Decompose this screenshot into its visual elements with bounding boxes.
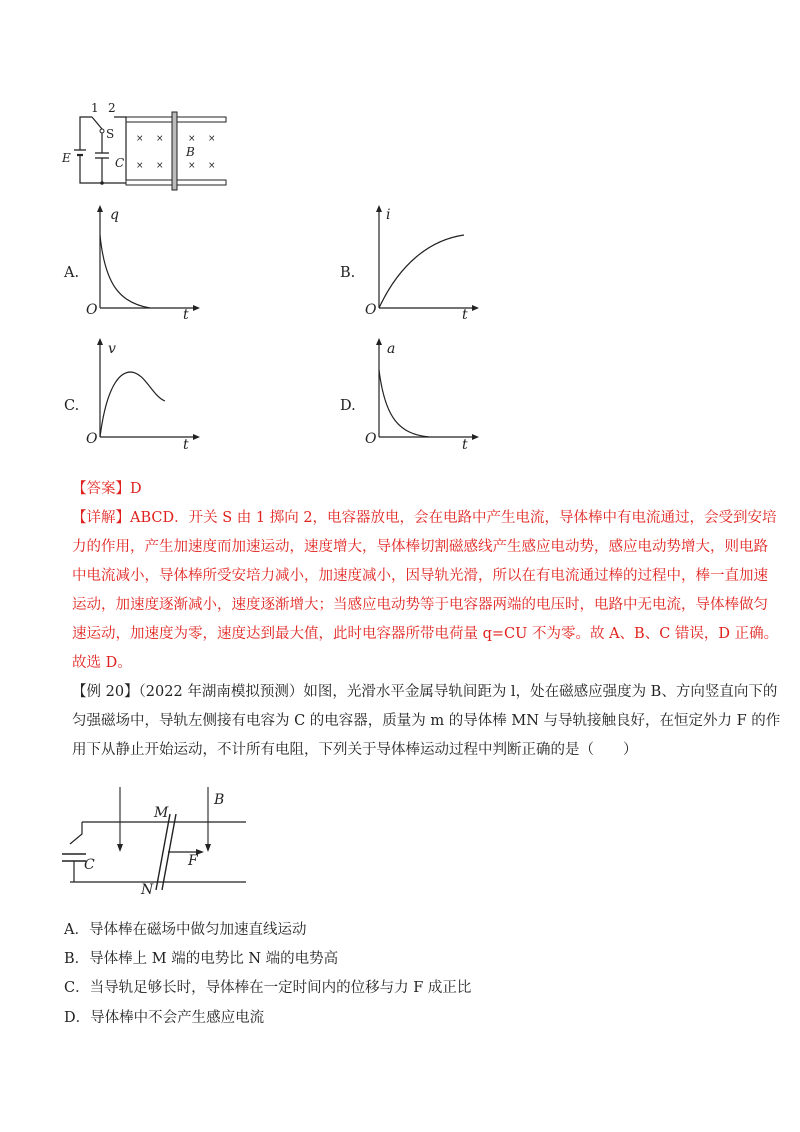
example-20-line-1: 【例 20】（2022 年湖南模拟预测）如图，光滑水平金属导轨间距为 l，处在磁感应强度为 B、方向竖直向下的: [72, 684, 778, 700]
battery-label: E: [62, 151, 71, 165]
graph-a-origin: O: [86, 302, 98, 318]
rod-end-n-label: N: [141, 882, 154, 898]
svg-text:×: ×: [136, 134, 144, 144]
switch-position-2: 2: [108, 101, 116, 115]
rod-end-m-label: M: [154, 805, 169, 821]
svg-text:×: ×: [188, 134, 196, 144]
graph-b-xlabel: t: [462, 307, 468, 323]
graph-d: [369, 338, 479, 450]
graph-d-ylabel: a: [387, 341, 396, 357]
option-a: A．导体棒在磁场中做匀加速直线运动: [64, 922, 307, 938]
svg-text:×: ×: [156, 134, 164, 144]
option-c-label: C.: [64, 398, 80, 414]
svg-text:×: ×: [156, 161, 164, 171]
explanation-line-5: 速运动，加速度为零，速度达到最大值，此时电容器所带电荷量 q=CU 不为零。故 A、B、C 错误，D 正确。: [72, 626, 779, 642]
graph-c-ylabel: v: [108, 341, 116, 357]
circuit-diagram-2: [60, 782, 260, 902]
capacitor-label: C: [115, 156, 125, 170]
explanation-line-4: 运动，加速度逐渐减小，速度逐渐增大；当感应电动势等于电容器两端的电压时，电路中无电流，导体棒做匀: [72, 597, 768, 613]
graph-b-ylabel: i: [386, 207, 391, 223]
example-20-line-2: 匀强磁场中，导轨左侧接有电容为 C 的电容器，质量为 m 的导体棒 MN 与导轨接触良好，在恒定外力 F 的作: [72, 713, 781, 729]
switch-label: S: [106, 127, 115, 141]
option-d: D．导体棒中不会产生感应电流: [64, 1010, 265, 1026]
answer-line: [72, 479, 142, 499]
field-label: B: [186, 145, 195, 159]
answer-value: D: [130, 481, 142, 497]
svg-text:×: ×: [208, 134, 216, 144]
graph-b-origin: O: [365, 302, 377, 318]
option-b-label: B.: [340, 265, 356, 281]
explanation-line-6: 故选 D。: [72, 655, 132, 671]
field-b-label: B: [214, 792, 225, 808]
svg-text:×: ×: [136, 161, 144, 171]
graph-c: [90, 338, 200, 450]
graph-d-origin: O: [365, 431, 377, 447]
option-b: B．导体棒上 M 端的电势比 N 端的电势高: [64, 951, 339, 967]
force-f-label: F: [188, 853, 198, 869]
answer-prefix: 【答案】: [72, 481, 130, 497]
graph-a-xlabel: t: [183, 307, 189, 323]
circuit-diagram-1: [60, 95, 240, 195]
graph-c-origin: O: [86, 431, 98, 447]
switch-position-1: 1: [91, 101, 99, 115]
svg-text:×: ×: [208, 161, 216, 171]
explanation-line-3: 中电流减小，导体棒所受安培力减小，加速度减小，因导轨光滑，所以在有电流通过棒的过程中，棒一直加速: [72, 568, 768, 584]
graph-c-xlabel: t: [183, 437, 189, 453]
capacitor-c-label: C: [84, 857, 95, 873]
option-d-label: D.: [340, 398, 356, 414]
option-a-label: A.: [64, 265, 80, 281]
graph-d-xlabel: t: [462, 437, 468, 453]
explanation-line-2: 力的作用，产生加速度而加速运动，速度增大，导体棒切割磁感线产生感应电动势，感应电动势增大，则电路: [72, 539, 768, 555]
graph-a: [90, 205, 200, 317]
explanation-line-1: 【详解】ABCD．开关 S 由 1 掷向 2，电容器放电，会在电路中产生电流，导体棒中有电流通过，会受到安培: [72, 510, 777, 526]
option-c: C．当导轨足够长时，导体棒在一定时间内的位移与力 F 成正比: [64, 980, 472, 996]
example-20-line-3: 用下从静止开始运动，不计所有电阻，下列关于导体棒运动过程中判断正确的是（ ）: [72, 742, 638, 758]
graph-a-ylabel: q: [110, 207, 119, 223]
svg-text:×: ×: [188, 161, 196, 171]
